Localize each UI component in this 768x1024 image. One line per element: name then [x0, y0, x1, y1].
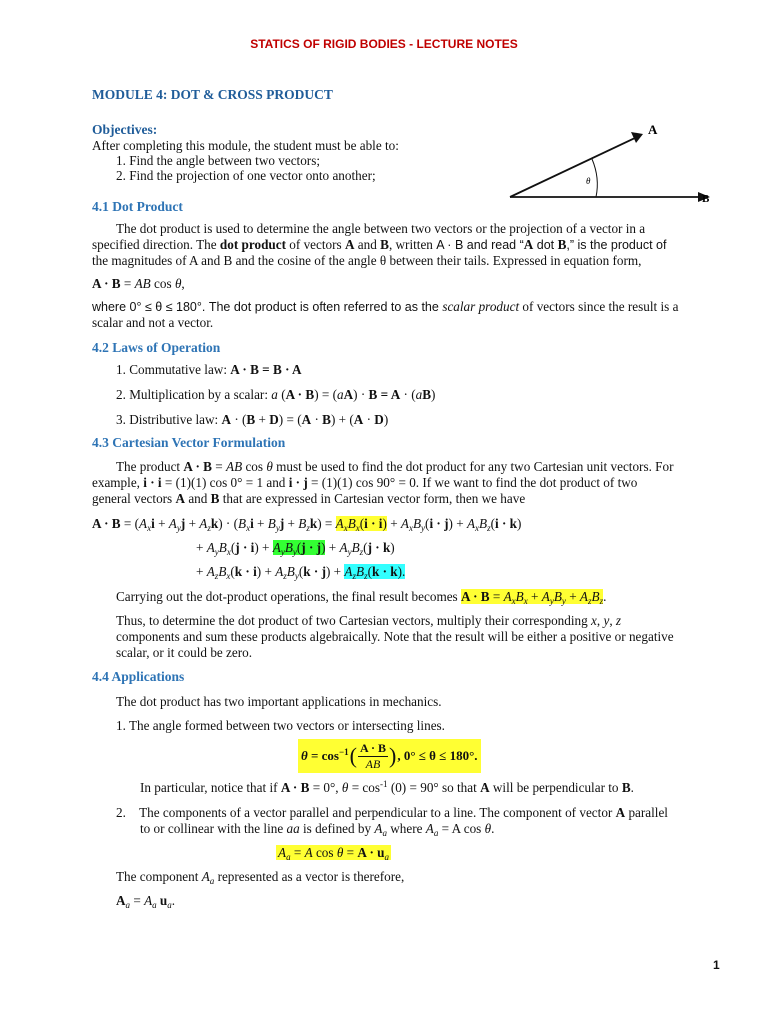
label-theta: θ: [586, 176, 591, 186]
s43-paragraph2-line-1: Thus, to determine the dot product of two Cartesian vectors, multiply their corresponding x, y, z: [116, 613, 622, 628]
page-number: 1: [713, 958, 720, 972]
expansion-line-1: $A \cdot B = (A_xi + A_yj + A_zk) \cdot (B_xi + B_yj + B_zk) = A_xB_x(i \cdot i) + A_xB_y(i \cdot j) + A_xB_z(i \cdot k)$: [92, 516, 522, 533]
document-header: STATICS OF RIGID BODIES - LECTURE NOTES: [250, 37, 518, 51]
angle-formula: $\theta = \cos^{-1}$ ( $\frac{A \cdot B}{AB}$ ) , 0° ≤ θ ≤ 180°.: [298, 739, 481, 773]
objectives-intro: After completing this module, the student must be able to:: [92, 138, 399, 153]
module-title: MODULE 4: DOT & CROSS PRODUCT: [92, 87, 333, 102]
law-scalar-multiplication: 2. Multiplication by a scalar: a (A · B) = (aA) · B = A · (aB): [116, 387, 436, 402]
perpendicular-note: In particular, notice that if A · B = 0°, $\theta = \cos^{-1} (0) = 90^\circ$ so that A will be perpendicular to B.: [140, 779, 634, 795]
vector-angle-figure: [500, 120, 720, 210]
angle-arc: [592, 159, 597, 197]
s41-paragraph2-line-2: scalar and not a vector.: [92, 315, 214, 330]
law-commutative: 1. Commutative law: A · B = B · A: [116, 362, 302, 377]
objective-item-1: 1. Find the angle between two vectors;: [116, 153, 320, 168]
label-b: B: [702, 193, 710, 205]
section-4-2-heading: 4.2 Laws of Operation: [92, 340, 221, 355]
component-vector-equation: $A_a = A_a$ $u_a$.: [116, 893, 176, 910]
s44-intro: The dot product has two important applications in mechanics.: [116, 694, 442, 709]
s43-paragraph-line-2: example, i · i = (1)(1) cos 0° = 1 and i · j = (1)(1) cos 90° = 0. If we want to find the dot product of two: [92, 475, 638, 490]
component-formula: $A_a = A$ $\cos \theta = A \cdot u_a$: [278, 845, 389, 862]
s43-paragraph-line-1: The product A · B = AB cos θ must be used to find the dot product for any two Cartesian unit vectors. For: [116, 459, 674, 474]
section-4-3-heading: 4.3 Cartesian Vector Formulation: [92, 435, 286, 450]
vector-a-line: [510, 137, 637, 197]
objectives-heading: Objectives:: [92, 122, 158, 137]
s41-paragraph2-line-1: where 0° ≤ θ ≤ 180°. The dot product is often referred to as the scalar product of vectors since the result is a: [92, 299, 679, 314]
s41-paragraph-line-1: The dot product is used to determine the angle between two vectors or the projection of a vector in a: [116, 221, 646, 236]
s41-paragraph-line-2: specified direction. The dot product of vectors A and B, written A · B and read “A dot B,” is the product of: [92, 237, 667, 252]
s44-item-1: 1. The angle formed between two vectors or intersecting lines.: [116, 718, 445, 733]
s41-paragraph-line-3: the magnitudes of A and B and the cosine of the angle θ between their tails. Expressed in equation form,: [92, 253, 642, 268]
expansion-line-2: + $A_yB_x(j \cdot i) + A_yB_y(j \cdot j) + A_yB_z(j \cdot k)$: [196, 540, 395, 557]
component-vector-text: The component $A_a$ represented as a vector is therefore,: [116, 869, 405, 886]
section-4-1-heading: 4.1 Dot Product: [92, 199, 183, 214]
s44-item-2-line-1: 2. The components of a vector parallel and perpendicular to a line. The component of vector A parallel: [116, 805, 668, 820]
objective-item-2: 2. Find the projection of one vector onto another;: [116, 168, 376, 183]
s43-paragraph2-line-2: components and sum these products algebraically. Note that the result will be either a positive or negative: [116, 629, 674, 644]
vector-a-arrowhead: [631, 132, 643, 143]
s43-paragraph-line-3: general vectors A and B that are expressed in Cartesian vector form, then we have: [92, 491, 526, 506]
expansion-line-3: + $A_zB_x(k \cdot i) + A_zB_y(k \cdot j) + A_zB_z(k \cdot k)$.: [196, 564, 406, 581]
s43-paragraph2-line-3: scalar, or it could be zero.: [116, 645, 253, 660]
final-result-line: Carrying out the dot-product operations, the final result becomes $A \cdot B = A_xB_x + A_yB_y + A_zB_z$.: [116, 589, 607, 606]
law-distributive: 3. Distributive law: A · (B + D) = (A · B) + (A · D): [116, 412, 389, 427]
label-a: A: [648, 122, 658, 137]
dot-product-equation: A · B = AB cos θ,: [92, 276, 185, 291]
section-4-4-heading: 4.4 Applications: [92, 669, 185, 684]
s44-item-2-line-2: to or collinear with the line aa is defined by $A_a$ where $A_a = A$ cos θ.: [140, 821, 495, 838]
